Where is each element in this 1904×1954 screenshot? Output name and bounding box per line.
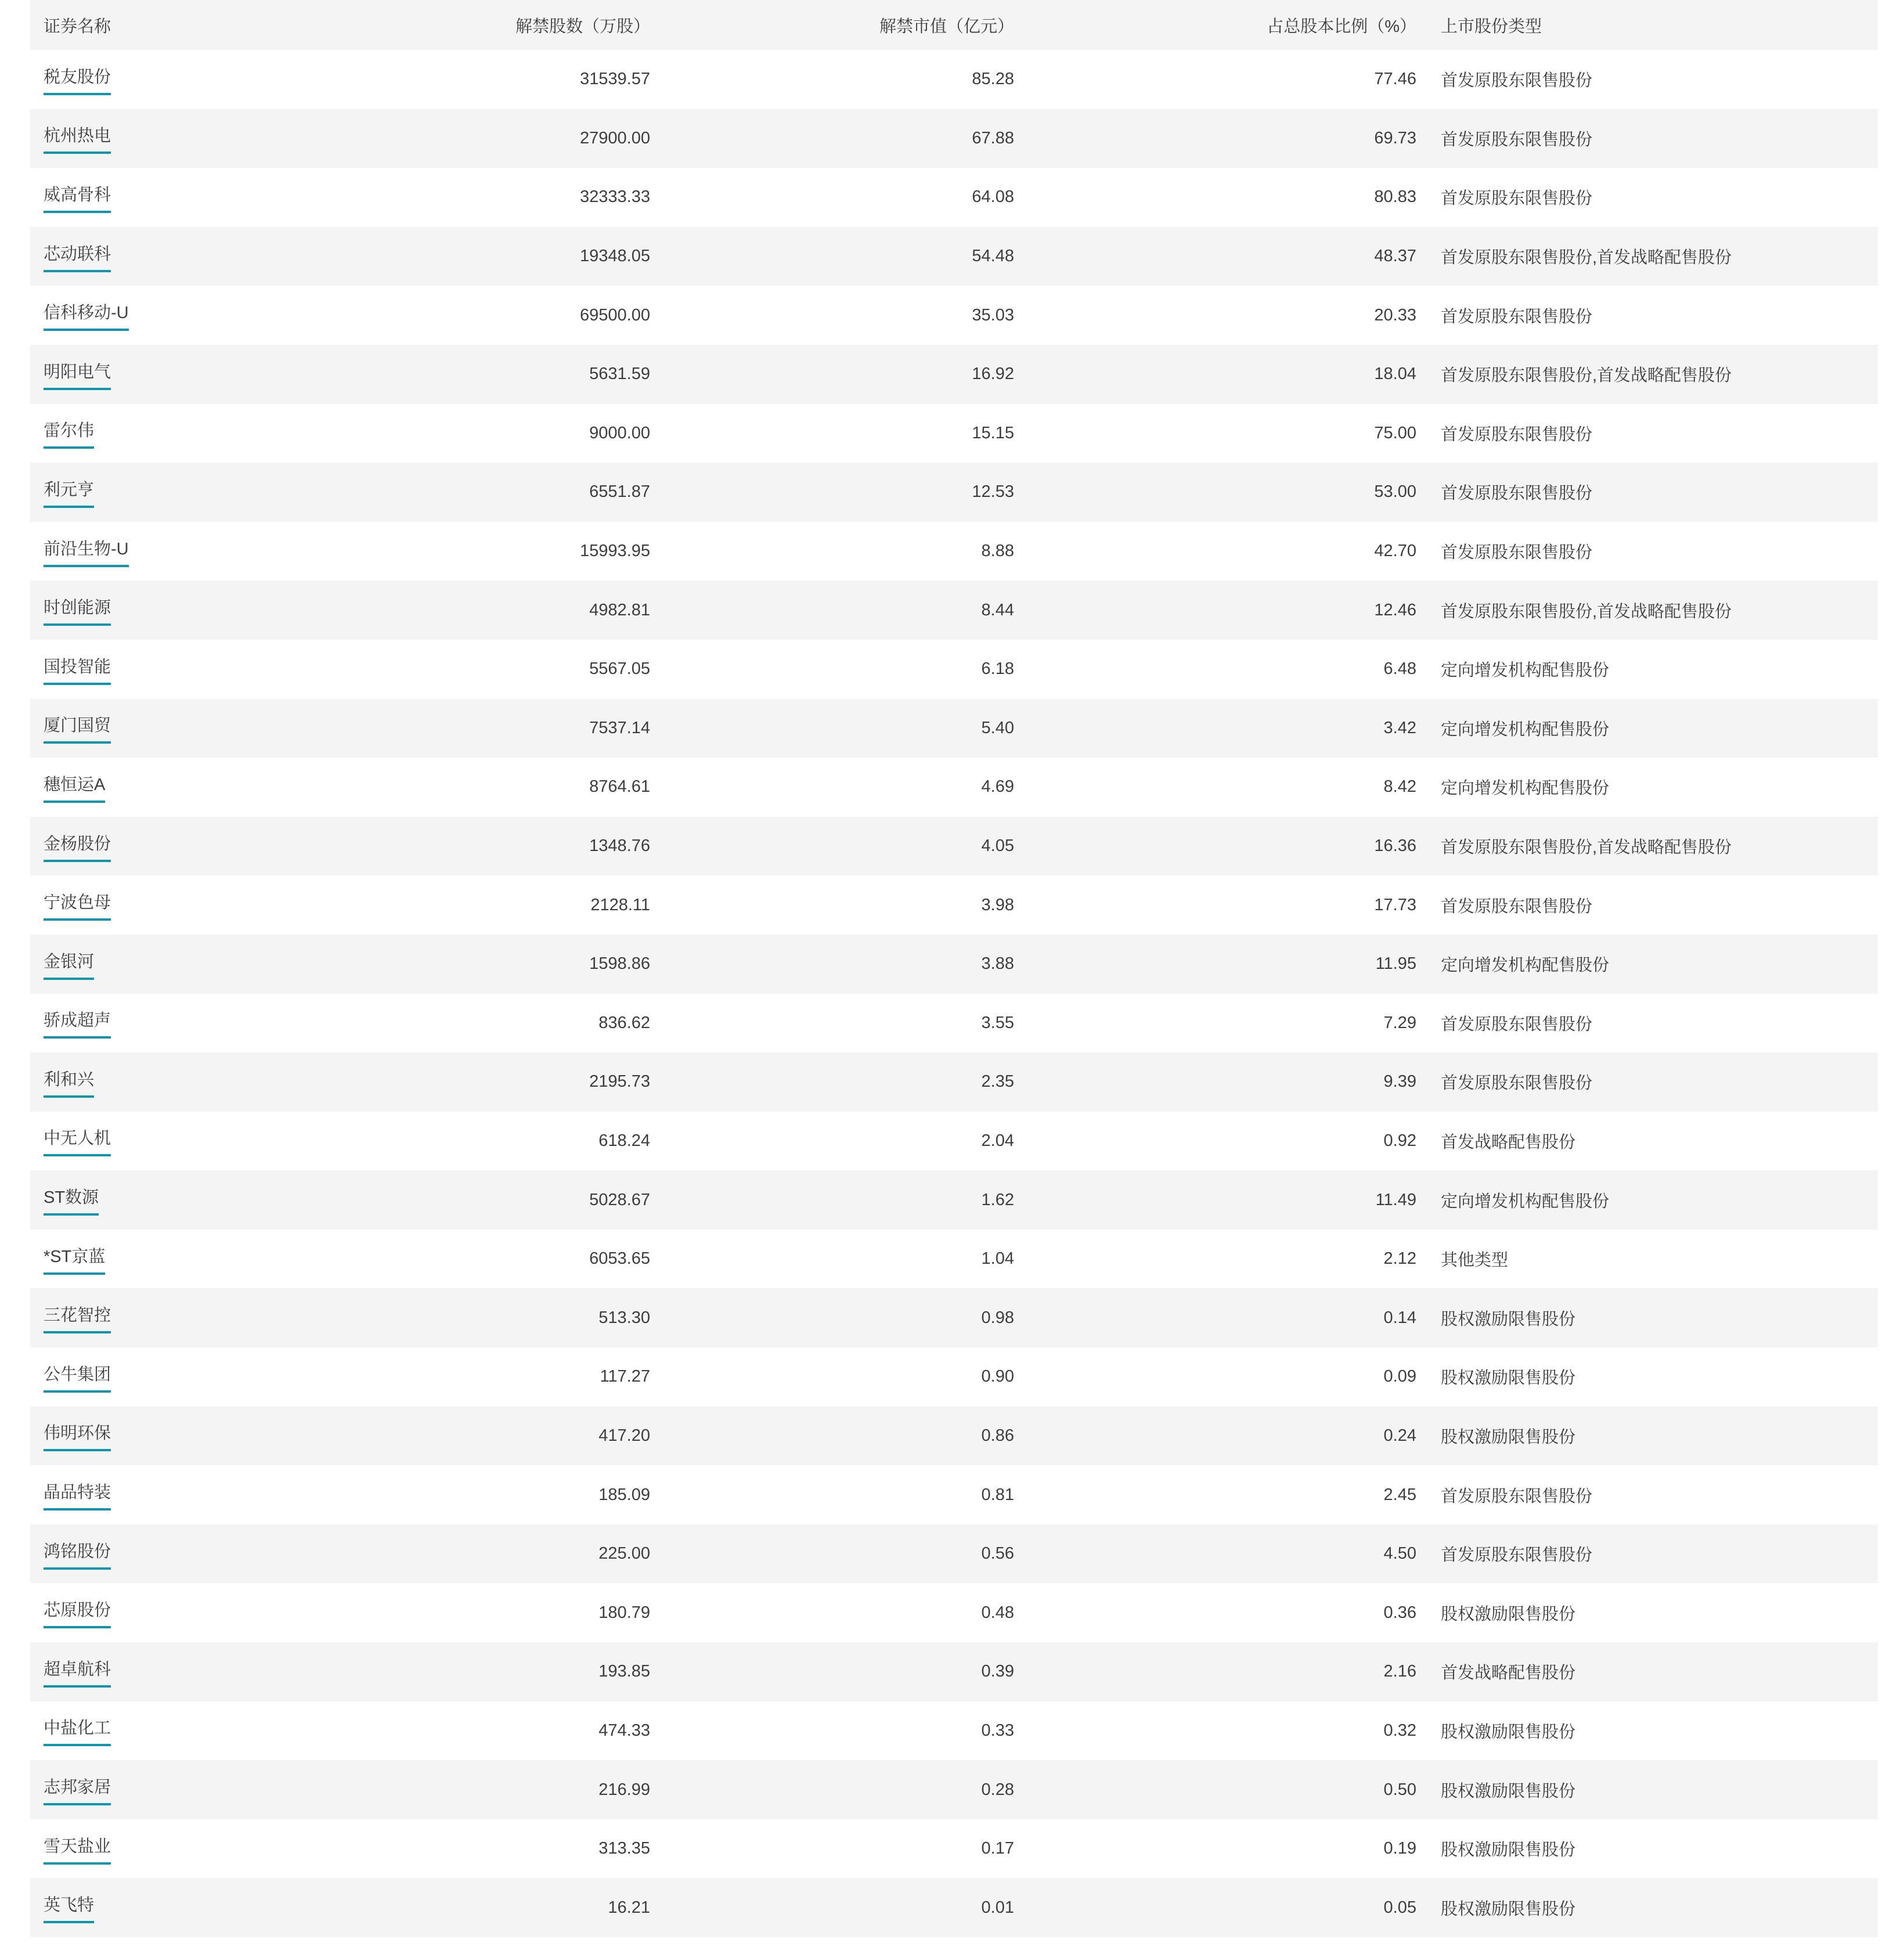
cell-stock-name: [30, 1583, 262, 1642]
cell-ratio: 12.46: [1374, 600, 1416, 619]
table-row: [30, 50, 1878, 109]
cell-unlock-shares: 313.35: [598, 1839, 650, 1858]
stock-name-link[interactable]: 英飞特: [44, 1892, 94, 1923]
cell-ratio: 17.73: [1374, 895, 1416, 914]
stock-name-link[interactable]: 芯动联科: [44, 241, 111, 272]
stock-name-link[interactable]: 雷尔伟: [44, 417, 94, 449]
cell-stock-name: [30, 581, 262, 640]
cell-unlock-value: 0.90: [981, 1367, 1014, 1386]
table-row: [30, 463, 1878, 522]
cell-unlock-shares: 618.24: [598, 1131, 650, 1150]
cell-unlock-value: 2.35: [981, 1072, 1014, 1091]
cell-ratio: 53.00: [1374, 482, 1416, 502]
table-row: [30, 1288, 1878, 1347]
cell-share-type: 股权激励限售股份: [1441, 1605, 1576, 1624]
cell-unlock-shares: 180.79: [598, 1603, 650, 1622]
cell-share-type: 首发原股东限售股份: [1441, 897, 1593, 916]
cell-stock-name: [30, 1465, 262, 1524]
cell-stock-name: [30, 1760, 262, 1819]
cell-stock-name: [30, 1819, 262, 1879]
cell-unlock-shares: 1598.86: [589, 954, 650, 974]
cell-stock-name: [30, 1524, 262, 1584]
cell-ratio: 0.36: [1383, 1603, 1416, 1622]
cell-stock-name: [30, 109, 262, 168]
cell-share-type: 首发原股东限售股份,首发战略配售股份: [1441, 366, 1732, 385]
cell-stock-name: [30, 994, 262, 1053]
cell-share-type: 股权激励限售股份: [1441, 1722, 1576, 1742]
cell-unlock-shares: 5631.59: [589, 365, 650, 384]
cell-ratio: 48.37: [1374, 247, 1416, 266]
cell-stock-name: [30, 286, 262, 345]
cell-stock-name: [30, 1878, 262, 1937]
unlock-shares-table: [30, 0, 1878, 1937]
cell-stock-name: [30, 935, 262, 994]
cell-stock-name: [30, 875, 262, 935]
cell-unlock-shares: 1348.76: [589, 837, 650, 856]
table-header: [30, 0, 1878, 50]
unlock-shares-table-container: [30, 0, 1878, 1954]
stock-name-link[interactable]: 穗恒运A: [44, 771, 105, 803]
cell-stock-name: [30, 522, 262, 581]
cell-unlock-value: 64.08: [972, 188, 1014, 207]
cell-ratio: 20.33: [1374, 305, 1416, 325]
table-row: [30, 227, 1878, 286]
cell-ratio: 7.29: [1383, 1013, 1416, 1032]
table-row: [30, 286, 1878, 345]
stock-name-link[interactable]: 威高骨科: [44, 182, 111, 213]
cell-share-type: 首发原股东限售股份: [1441, 543, 1593, 563]
cell-unlock-value: 0.56: [981, 1544, 1014, 1563]
table-row: [30, 758, 1878, 817]
cell-ratio: 0.24: [1383, 1426, 1416, 1445]
cell-share-type: 首发战略配售股份: [1441, 1133, 1576, 1152]
cell-share-type: 定向增发机构配售股份: [1441, 779, 1610, 798]
cell-unlock-value: 54.48: [972, 247, 1014, 266]
cell-unlock-value: 3.88: [981, 954, 1014, 974]
cell-ratio: 11.95: [1375, 954, 1416, 974]
stock-name-link[interactable]: 超卓航科: [44, 1656, 111, 1688]
cell-ratio: 9.39: [1383, 1072, 1416, 1091]
cell-stock-name: [30, 1288, 262, 1347]
table-row: [30, 522, 1878, 581]
cell-unlock-value: 16.92: [972, 365, 1014, 384]
cell-unlock-value: 0.98: [981, 1308, 1014, 1327]
column-header-stock-name: 证券名称: [44, 17, 111, 36]
stock-name-link[interactable]: 利和兴: [44, 1066, 94, 1098]
cell-unlock-value: 0.48: [981, 1603, 1014, 1622]
stock-name-link[interactable]: 雪天盐业: [44, 1833, 111, 1865]
table-row: [30, 581, 1878, 640]
table-row: [30, 1583, 1878, 1642]
table-row: [30, 1230, 1878, 1289]
table-row: [30, 935, 1878, 994]
cell-share-type: 首发原股东限售股份: [1441, 1015, 1593, 1034]
stock-name-link[interactable]: 中盐化工: [44, 1715, 111, 1746]
stock-name-link[interactable]: 利元亨: [44, 477, 94, 508]
cell-unlock-shares: 474.33: [598, 1721, 650, 1740]
stock-name-link[interactable]: 明阳电气: [44, 359, 111, 390]
cell-stock-name: [30, 1642, 262, 1701]
stock-name-link[interactable]: 金银河: [44, 949, 94, 980]
table-row: [30, 1347, 1878, 1407]
cell-ratio: 8.42: [1383, 777, 1416, 796]
cell-ratio: 4.50: [1383, 1544, 1416, 1563]
stock-name-link[interactable]: 国投智能: [44, 654, 111, 685]
cell-unlock-value: 0.28: [981, 1780, 1014, 1799]
cell-share-type: 股权激励限售股份: [1441, 1899, 1576, 1919]
column-header-ratio: 占总股本比例（%）: [1267, 17, 1416, 36]
table-row: [30, 1524, 1878, 1584]
table-row: [30, 1760, 1878, 1819]
cell-unlock-value: 67.88: [972, 128, 1014, 147]
cell-unlock-value: 8.88: [981, 542, 1014, 561]
cell-unlock-shares: 15993.95: [580, 542, 650, 561]
cell-unlock-shares: 16.21: [608, 1898, 650, 1917]
stock-name-link[interactable]: 三花智控: [44, 1302, 111, 1333]
cell-share-type: 首发原股东限售股份: [1441, 307, 1593, 326]
cell-share-type: 股权激励限售股份: [1441, 1369, 1576, 1388]
cell-unlock-value: 5.40: [981, 718, 1014, 737]
cell-unlock-shares: 7537.14: [589, 718, 650, 737]
cell-unlock-value: 0.33: [981, 1721, 1014, 1740]
cell-ratio: 0.32: [1383, 1721, 1416, 1740]
table-row: [30, 1465, 1878, 1524]
cell-unlock-shares: 225.00: [598, 1544, 650, 1563]
stock-name-link[interactable]: 杭州热电: [44, 122, 111, 154]
cell-stock-name: [30, 1052, 262, 1112]
cell-share-type: 定向增发机构配售股份: [1441, 661, 1610, 680]
stock-name-link[interactable]: 宁波色母: [44, 889, 111, 921]
cell-unlock-shares: 417.20: [598, 1426, 650, 1445]
table-row: [30, 1407, 1878, 1466]
cell-ratio: 18.04: [1374, 365, 1416, 384]
cell-ratio: 75.00: [1374, 423, 1416, 442]
cell-ratio: 0.14: [1383, 1308, 1416, 1327]
cell-share-type: 股权激励限售股份: [1441, 1427, 1576, 1447]
cell-stock-name: [30, 345, 262, 404]
table-row: [30, 1642, 1878, 1701]
cell-unlock-shares: 6053.65: [589, 1249, 650, 1268]
cell-unlock-shares: 5028.67: [589, 1190, 650, 1209]
cell-unlock-value: 4.69: [981, 777, 1014, 796]
cell-stock-name: [30, 463, 262, 522]
table-row: [30, 875, 1878, 935]
cell-unlock-value: 85.28: [972, 70, 1014, 89]
table-row: [30, 817, 1878, 876]
cell-ratio: 0.05: [1383, 1898, 1416, 1917]
stock-name-link[interactable]: 公牛集团: [44, 1361, 111, 1393]
cell-stock-name: [30, 1170, 262, 1230]
table-row: [30, 640, 1878, 699]
cell-unlock-shares: 5567.05: [589, 659, 650, 679]
cell-unlock-value: 1.62: [981, 1190, 1014, 1209]
cell-share-type: 首发原股东限售股份: [1441, 484, 1593, 503]
cell-stock-name: [30, 168, 262, 227]
cell-ratio: 0.19: [1383, 1839, 1416, 1858]
cell-unlock-value: 0.81: [981, 1485, 1014, 1504]
stock-name-link[interactable]: 厦门国贸: [44, 712, 111, 744]
cell-stock-name: [30, 640, 262, 699]
cell-share-type: 股权激励限售股份: [1441, 1310, 1576, 1329]
stock-name-link[interactable]: 骄成超声: [44, 1007, 111, 1039]
cell-ratio: 2.45: [1383, 1485, 1416, 1504]
cell-unlock-value: 8.44: [981, 600, 1014, 619]
cell-stock-name: [30, 1112, 262, 1171]
cell-share-type: 首发原股东限售股份: [1441, 1487, 1593, 1506]
column-header-share-type: 上市股份类型: [1441, 17, 1542, 36]
table-row: [30, 1052, 1878, 1112]
cell-share-type: 其他类型: [1441, 1251, 1509, 1270]
cell-unlock-shares: 193.85: [598, 1662, 650, 1681]
stock-name-link[interactable]: 晶品特装: [44, 1479, 111, 1510]
stock-name-link[interactable]: *ST京蓝: [44, 1243, 105, 1275]
cell-stock-name: [30, 817, 262, 876]
table-row: [30, 1112, 1878, 1171]
cell-unlock-shares: 27900.00: [580, 128, 650, 147]
cell-share-type: 首发原股东限售股份: [1441, 130, 1593, 149]
cell-ratio: 80.83: [1374, 188, 1416, 207]
cell-unlock-shares: 69500.00: [580, 305, 650, 325]
cell-share-type: 首发原股东限售股份,首发战略配售股份: [1441, 248, 1732, 268]
cell-ratio: 77.46: [1374, 70, 1416, 89]
table-row: [30, 699, 1878, 758]
cell-share-type: 首发原股东限售股份: [1441, 1074, 1593, 1093]
table-row: [30, 168, 1878, 227]
stock-name-link[interactable]: 鸿铭股份: [44, 1538, 111, 1570]
cell-ratio: 2.16: [1383, 1662, 1416, 1681]
stock-name-link[interactable]: 时创能源: [44, 594, 111, 626]
stock-name-link[interactable]: 信科移动-U: [44, 300, 129, 331]
cell-unlock-value: 4.05: [981, 837, 1014, 856]
cell-share-type: 定向增发机构配售股份: [1441, 720, 1610, 739]
cell-unlock-value: 0.17: [981, 1839, 1014, 1858]
cell-unlock-shares: 32333.33: [580, 188, 650, 207]
table-row: [30, 1170, 1878, 1230]
cell-unlock-shares: 6551.87: [589, 482, 650, 502]
cell-ratio: 0.09: [1383, 1367, 1416, 1386]
cell-stock-name: [30, 404, 262, 463]
cell-unlock-value: 0.86: [981, 1426, 1014, 1445]
cell-unlock-shares: 31539.57: [580, 70, 650, 89]
cell-ratio: 2.12: [1383, 1249, 1416, 1268]
cell-unlock-value: 35.03: [972, 305, 1014, 325]
cell-unlock-shares: 216.99: [598, 1780, 650, 1799]
cell-share-type: 首发原股东限售股份: [1441, 189, 1593, 208]
cell-unlock-value: 2.04: [981, 1131, 1014, 1150]
cell-unlock-shares: 19348.05: [580, 247, 650, 266]
cell-ratio: 0.92: [1383, 1131, 1416, 1150]
table-header-row: [30, 0, 1878, 50]
stock-name-link[interactable]: 伟明环保: [44, 1420, 111, 1451]
table-row: [30, 345, 1878, 404]
cell-stock-name: [30, 1407, 262, 1466]
stock-name-link[interactable]: 芯原股份: [44, 1597, 111, 1628]
stock-name-link[interactable]: ST数源: [44, 1184, 99, 1216]
table-row: [30, 404, 1878, 463]
table-row: [30, 1701, 1878, 1761]
cell-ratio: 0.50: [1383, 1780, 1416, 1799]
cell-unlock-shares: 9000.00: [589, 423, 650, 442]
cell-unlock-value: 6.18: [981, 659, 1014, 679]
cell-share-type: 定向增发机构配售股份: [1441, 1192, 1610, 1211]
cell-ratio: 69.73: [1374, 128, 1416, 147]
cell-unlock-value: 1.04: [981, 1249, 1014, 1268]
cell-unlock-shares: 8764.61: [589, 777, 650, 796]
cell-stock-name: [30, 1701, 262, 1761]
cell-ratio: 3.42: [1383, 718, 1416, 737]
stock-name-link[interactable]: 前沿生物-U: [44, 536, 129, 567]
cell-unlock-value: 15.15: [972, 423, 1014, 442]
cell-unlock-value: 3.98: [981, 895, 1014, 914]
column-header-unlock-value: 解禁市值（亿元）: [879, 17, 1014, 36]
cell-share-type: 股权激励限售股份: [1441, 1841, 1576, 1860]
cell-share-type: 首发原股东限售股份,首发战略配售股份: [1441, 838, 1732, 857]
table-row: [30, 1878, 1878, 1937]
cell-unlock-shares: 513.30: [598, 1308, 650, 1327]
table-row: [30, 1819, 1878, 1879]
cell-share-type: 定向增发机构配售股份: [1441, 956, 1610, 975]
cell-share-type: 首发原股东限售股份: [1441, 71, 1593, 91]
cell-share-type: 首发原股东限售股份,首发战略配售股份: [1441, 602, 1732, 621]
cell-unlock-shares: 2128.11: [590, 895, 650, 914]
cell-unlock-value: 0.39: [981, 1662, 1014, 1681]
stock-name-link[interactable]: 金杨股份: [44, 831, 111, 862]
cell-share-type: 首发战略配售股份: [1441, 1664, 1576, 1683]
cell-stock-name: [30, 1230, 262, 1289]
cell-stock-name: [30, 50, 262, 109]
cell-share-type: 首发原股东限售股份: [1441, 425, 1593, 444]
cell-unlock-shares: 2195.73: [589, 1072, 650, 1091]
cell-unlock-shares: 117.27: [600, 1367, 650, 1386]
cell-unlock-value: 3.55: [981, 1013, 1014, 1032]
stock-name-link[interactable]: 志邦家居: [44, 1774, 111, 1805]
cell-stock-name: [30, 699, 262, 758]
cell-ratio: 11.49: [1375, 1190, 1416, 1209]
cell-share-type: 首发原股东限售股份: [1441, 1546, 1593, 1565]
cell-stock-name: [30, 758, 262, 817]
stock-name-link[interactable]: 中无人机: [44, 1125, 111, 1156]
cell-ratio: 42.70: [1374, 542, 1416, 561]
cell-stock-name: [30, 1347, 262, 1407]
cell-stock-name: [30, 227, 262, 286]
cell-share-type: 股权激励限售股份: [1441, 1782, 1576, 1801]
cell-unlock-value: 0.01: [981, 1898, 1014, 1917]
table-row: [30, 109, 1878, 168]
column-header-unlock-shares: 解禁股数（万股）: [515, 17, 650, 36]
table-row: [30, 994, 1878, 1053]
cell-ratio: 16.36: [1374, 837, 1416, 856]
cell-unlock-shares: 185.09: [598, 1485, 650, 1504]
stock-name-link[interactable]: 税友股份: [44, 64, 111, 95]
cell-unlock-shares: 836.62: [598, 1013, 650, 1032]
table-body: [30, 50, 1878, 1937]
cell-ratio: 6.48: [1383, 659, 1416, 679]
cell-unlock-shares: 4982.81: [589, 600, 650, 619]
cell-unlock-value: 12.53: [972, 482, 1014, 502]
